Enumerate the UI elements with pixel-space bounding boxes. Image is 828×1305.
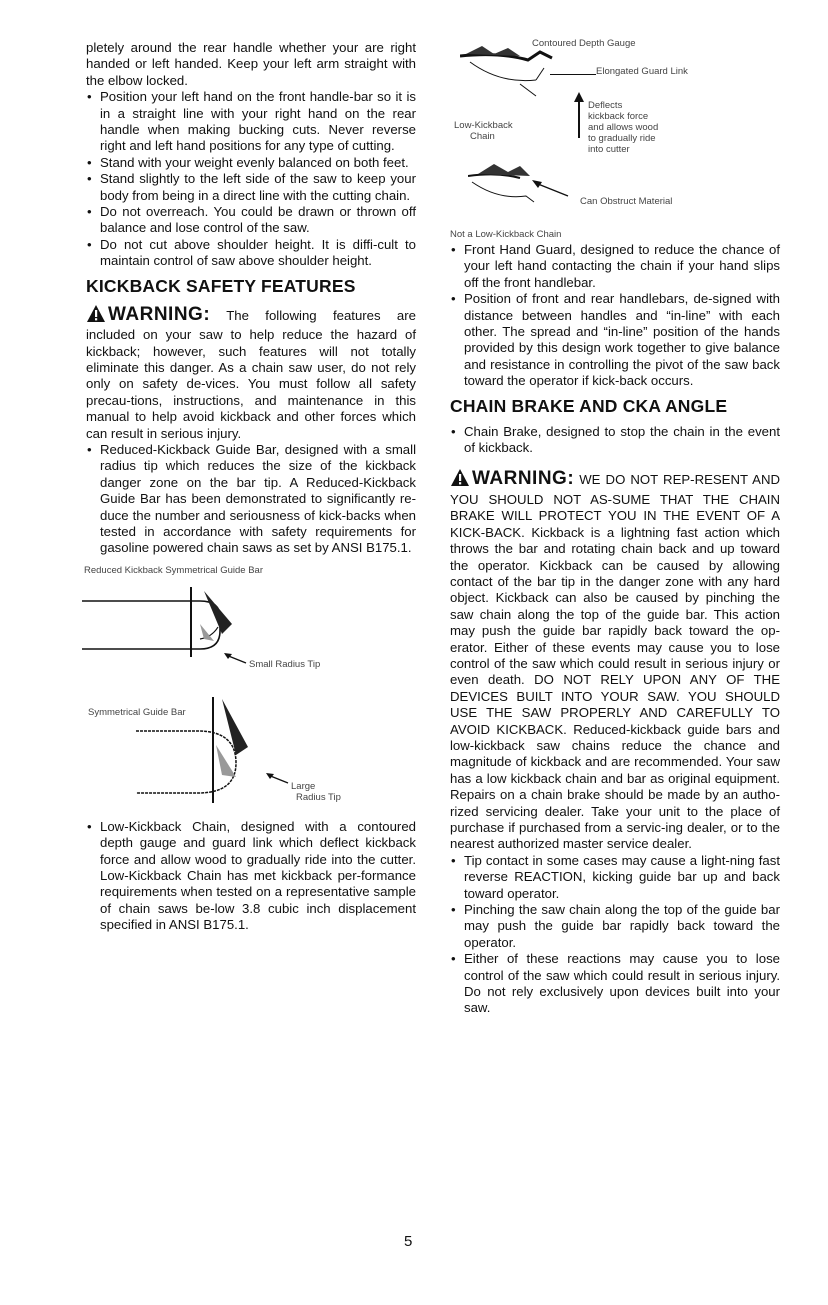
chain-bullet [86, 819, 416, 934]
list-item: • Position your left hand on the front handle-bar so it is in a straight line with your right hand on the rear handle when making bucking cuts. Never reverse right and left hand positions for any type of cutting. [86, 89, 416, 155]
warning-caps: WE DO NOT REP-RESENT AND YOU SHOULD NOT AS-SUME THAT THE CHAIN BRAKE WILL PROTECT YOU IN THE EVENT OF A KICK-BACK. [450, 472, 780, 540]
list-item: • Either of these reactions may cause you to lose control of the saw which could result in serious injury. Do not rely exclusively upon devices built into your saw. [450, 951, 780, 1017]
warning-text-2: Reduced-kickback guide bars and low-kickback saw chains reduce the chance and magnitude of kickback and are recommended. Your saw has a low kickback chain and bar as original equipment. Repairs on a chain brake should be made by an autho-rized servicing dealer. Take your unit to the place of purchase if purchased from a servic-ing dealer, or to the nearest authorized master service dealer. [450, 721, 780, 852]
right-column [450, 38, 780, 1017]
figure-reduced-kickback-bar [86, 565, 416, 683]
stance-bullet-list [86, 89, 416, 269]
figure-symmetrical-bar [86, 689, 416, 819]
page-number: 5 [404, 1233, 413, 1250]
chain-brake-bullet-list [450, 424, 780, 457]
label-line: and allows wood [588, 122, 659, 133]
paragraph-continued: pletely around the rear handle whether your are right handed or left handed. Keep your left arm straight with the elbow locked. [86, 40, 416, 88]
reaction-bullet-list [450, 853, 780, 1017]
list-item: • Pinching the saw chain along the top of the guide bar may push the guide bar rapidly back toward the operator. [450, 902, 780, 951]
list-item: • Stand slightly to the left side of the saw to keep your body from being in a direct line with the cutting chain. [86, 171, 416, 204]
section-heading-chain-brake: CHAIN BRAKE AND CKA ANGLE [450, 395, 728, 416]
label-low-kickback: Low-Kickback [454, 120, 513, 131]
figure-title: Reduced Kickback Symmetrical Guide Bar [84, 564, 263, 576]
label-can-obstruct: Can Obstruct Material [580, 196, 673, 207]
figure-title: Symmetrical Guide Bar [88, 706, 186, 718]
list-item: • Do not cut above shoulder height. It is diffi-cult to maintain control of saw above shoulder height. [86, 237, 416, 270]
label-line: to gradually ride [588, 133, 656, 144]
guide-bar-bullet [86, 442, 416, 557]
label-line: kickback force [588, 111, 649, 122]
warning-triangle-icon [450, 468, 470, 491]
leader-line [550, 74, 596, 75]
warning-text: Kickback is a lightning fast action which throws the bar and rotating chain back and up toward the operator. Kickback can be caused by allowing contact of the bar tip in the danger zone with any hard object. Kickback can also be caused by pinching the saw chain along the top of the guide bar. This action may push the guide bar rapidly back toward the op-erator. Either of these events may cause you to lose control of the saw which could result in serious injury or even death. [450, 524, 780, 688]
list-item: • Tip contact in some cases may cause a light-ning fast reverse REACTION, kicking guide bar up and back toward operator. [450, 853, 780, 902]
warning-text: The following features are included on your saw to help reduce the hazard of kickback; however, such features will not totally eliminate this danger. As a chain saw user, do not rely only on safety de-vices. You must follow all safety precau-tions, instructions, and maintenance in this manual to help avoid kickback and other forces which can result in serious injury. [86, 307, 416, 441]
warning-triangle-icon [86, 304, 106, 327]
list-item: • Position of front and rear handlebars, de-signed with distance between handles and “in-line” with each other. The spread and “in-line” position of the hands provided by this design work together to give balance and resistance in controlling the pivot of the saw back toward the operator if kick-back occurs. [450, 291, 780, 389]
left-column [86, 40, 416, 934]
warning-paragraph [450, 468, 780, 852]
label-contoured-depth-gauge: Contoured Depth Gauge [532, 38, 636, 49]
figure-label: Large [291, 780, 316, 792]
list-item: • Low-Kickback Chain, designed with a contoured depth gauge and guard link which deflect kickback force and allow wood to gradually ride into the cutter. Low-Kickback Chain has met kickback per-formance requirements when tested on a representative sample of chain saws be-low 3.8 cubic inch displacement specified in ANSI B175.1. [86, 819, 416, 934]
guard-bullet-list [450, 242, 780, 390]
warning-caps-2: DO NOT RELY UPON ANY OF THE DEVICES BUILT INTO YOUR SAW. YOU SHOULD USE THE SAW PROPERLY AND CAREFULLY TO AVOID KICKBACK. [450, 672, 780, 737]
label-line: Deflects [588, 100, 623, 111]
guide-bar-large-tip-illustration [136, 697, 286, 807]
standard-chain-illustration [468, 156, 584, 216]
figure-caption: Not a Low-Kickback Chain [450, 229, 562, 240]
figure-chain-types [450, 38, 780, 240]
list-item: • Chain Brake, designed to stop the chain in the event of kickback. [450, 424, 780, 457]
label-line: into cutter [588, 144, 630, 155]
list-item: • Stand with your weight evenly balanced on both feet. [86, 155, 416, 171]
label-deflects [588, 100, 658, 155]
section-heading-kickback: KICKBACK SAFETY FEATURES [86, 275, 356, 296]
arrow-icon [574, 92, 584, 142]
arrow-icon [266, 773, 290, 785]
list-item: • Do not overreach. You could be drawn or thrown off balance and lose control of the saw. [86, 204, 416, 237]
warning-label: WARNING: [108, 303, 211, 325]
list-item: • Front Hand Guard, designed to reduce the chance of your left hand contacting the chain if your hand slips off the front handlebar. [450, 242, 780, 291]
label-elongated-guard-link: Elongated Guard Link [596, 66, 688, 77]
list-item: • Reduced-Kickback Guide Bar, designed with a small radius tip which reduces the size of the kickback danger zone on the bar tip. A Reduced-Kickback Guide Bar has been demonstrated to significantly re-duce the number and seriousness of kick-backs when tested in accordance with safety requirements for gasoline powered chain saws as set by ANSI B175.1. [86, 442, 416, 557]
figure-label: Small Radius Tip [249, 658, 321, 670]
figure-label: Radius Tip [296, 791, 341, 803]
label-chain: Chain [470, 131, 495, 142]
arrow-icon [224, 653, 248, 665]
warning-paragraph [86, 304, 416, 442]
warning-label: WARNING: [472, 468, 575, 490]
